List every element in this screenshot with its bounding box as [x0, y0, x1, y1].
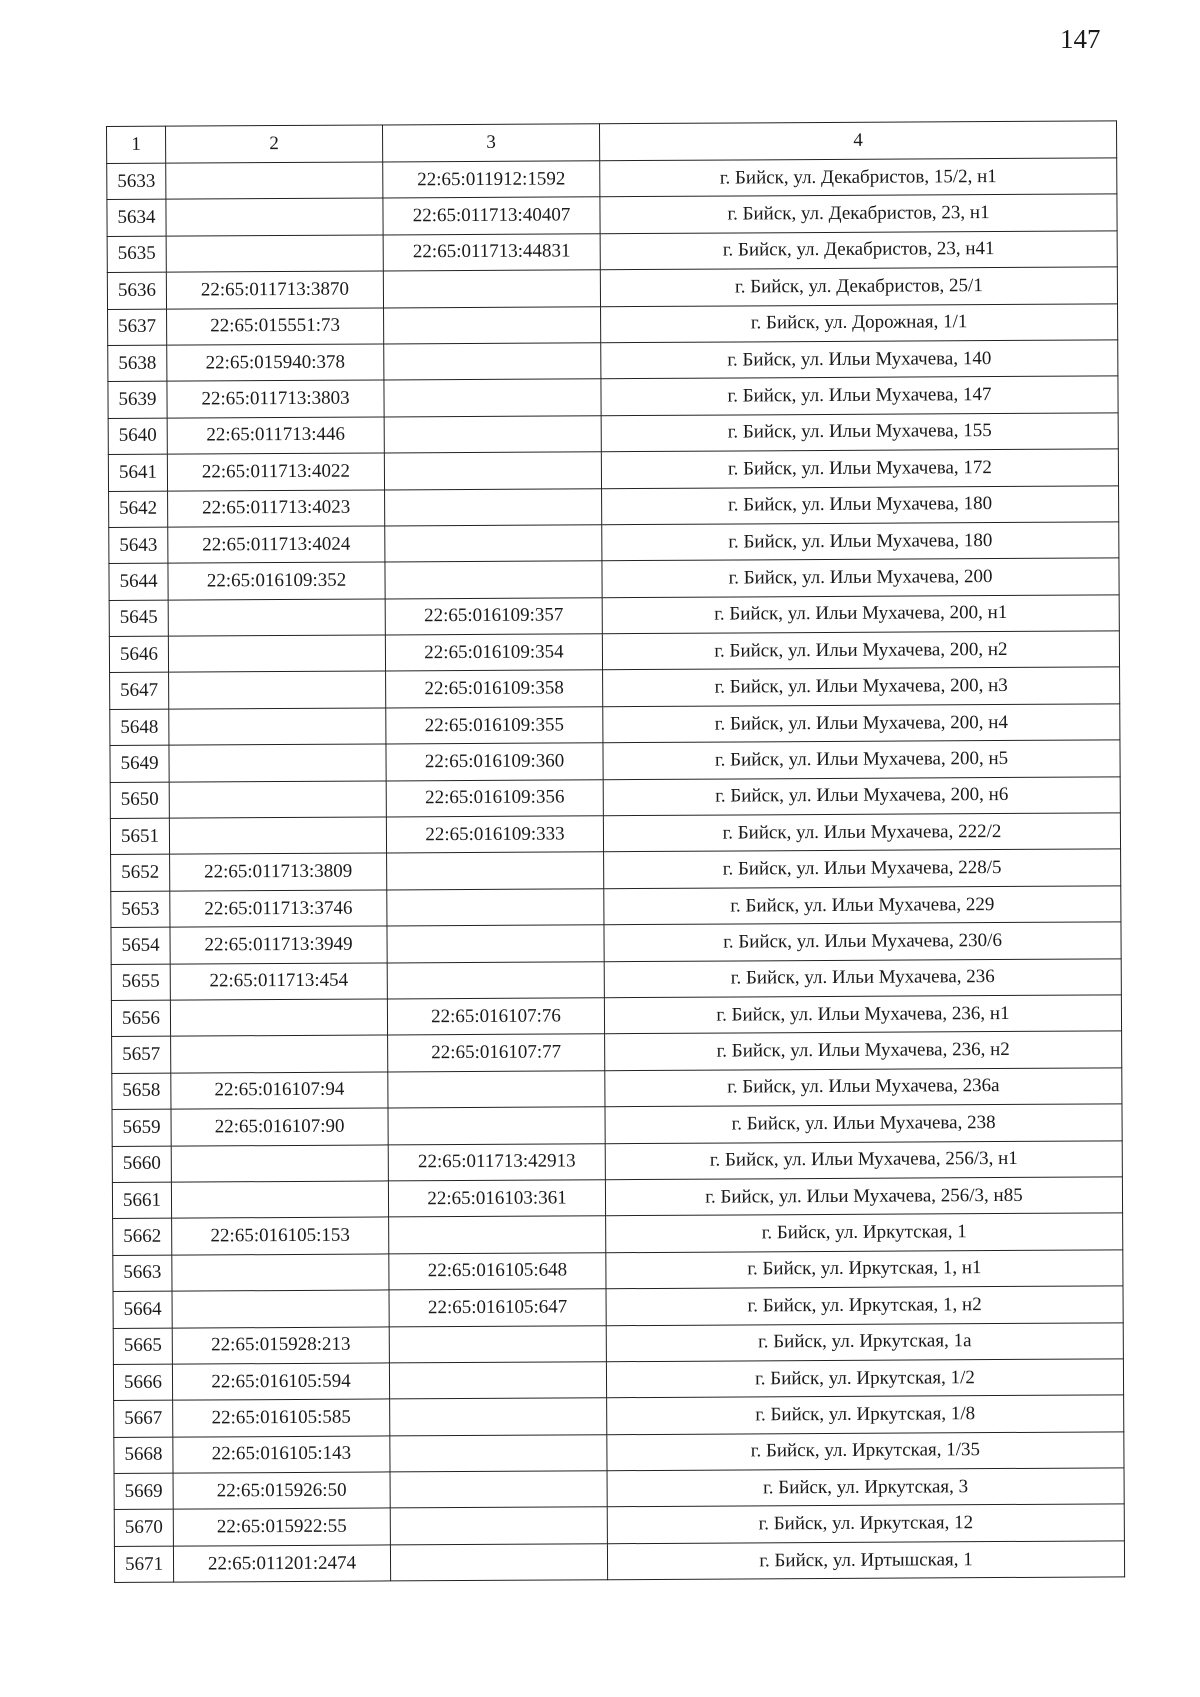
row-number-cell: 5641	[108, 454, 167, 491]
table-row	[110, 813, 1120, 855]
address-cell: г. Бийск, ул. Иркутская, 1	[606, 1213, 1123, 1252]
row-number-cell: 5644	[109, 563, 168, 600]
row-number-cell: 5670	[114, 1510, 173, 1547]
row-number-cell: 5662	[113, 1218, 172, 1255]
table-row	[113, 1213, 1123, 1255]
cadastral-number-cell	[168, 635, 385, 673]
building-cadastral-number-cell	[388, 1107, 605, 1145]
address-cell: г. Бийск, ул. Ильи Мухачева, 147	[601, 376, 1118, 415]
address-cell: г. Бийск, ул. Декабристов, 15/2, н1	[600, 158, 1117, 197]
building-cadastral-number-cell: 22:65:016107:76	[387, 998, 604, 1036]
building-cadastral-number-cell	[387, 852, 604, 890]
address-cell: г. Бийск, ул. Ильи Мухачева, 229	[604, 886, 1121, 925]
cadastral-number-cell	[172, 1254, 389, 1292]
address-cell: г. Бийск, ул. Ильи Мухачева, 155	[601, 413, 1118, 452]
cadastral-number-cell: 22:65:016105:153	[172, 1217, 389, 1255]
building-cadastral-number-cell: 22:65:016105:648	[389, 1252, 606, 1290]
cadastral-number-cell: 22:65:011713:4022	[167, 453, 384, 491]
cadastral-number-cell: 22:65:016105:594	[172, 1363, 389, 1401]
table-row	[112, 1068, 1122, 1110]
row-number-cell: 5635	[107, 236, 166, 273]
cadastral-number-cell	[169, 671, 386, 709]
table-row	[109, 595, 1119, 637]
table-body	[107, 158, 1125, 1583]
building-cadastral-number-cell	[387, 925, 604, 963]
table-row	[114, 1468, 1124, 1510]
table-row	[108, 449, 1118, 491]
cadastral-number-cell: 22:65:016107:90	[171, 1108, 388, 1146]
table-row	[112, 1140, 1122, 1182]
building-cadastral-number-cell	[387, 961, 604, 999]
table-row	[108, 303, 1118, 345]
cadastral-number-cell: 22:65:016105:585	[173, 1399, 390, 1437]
table-row	[114, 1395, 1124, 1437]
address-cell: г. Бийск, ул. Ильи Мухачева, 200, н3	[603, 667, 1120, 706]
row-number-cell: 5667	[114, 1400, 173, 1437]
row-number-cell: 5664	[113, 1291, 172, 1328]
cadastral-number-cell	[166, 198, 383, 236]
registry-table	[106, 120, 1125, 1583]
table-row	[111, 849, 1121, 891]
table-row	[107, 267, 1117, 309]
row-number-cell: 5659	[112, 1109, 171, 1146]
header-col-1: 1	[107, 126, 166, 163]
address-cell: г. Бийск, ул. Ильи Мухачева, 236	[604, 958, 1121, 997]
table-row	[109, 522, 1119, 564]
table-row	[108, 340, 1118, 382]
header-col-3: 3	[382, 124, 599, 162]
table-row	[110, 704, 1120, 746]
building-cadastral-number-cell: 22:65:016109:358	[386, 670, 603, 708]
building-cadastral-number-cell: 22:65:011713:44831	[383, 234, 600, 272]
address-cell: г. Бийск, ул. Иркутская, 3	[607, 1468, 1124, 1507]
address-cell: г. Бийск, ул. Ильи Мухачева, 180	[602, 485, 1119, 524]
address-cell: г. Бийск, ул. Иркутская, 1/8	[607, 1395, 1124, 1434]
cadastral-number-cell: 22:65:011713:454	[170, 963, 387, 1001]
row-number-cell: 5665	[113, 1328, 172, 1365]
row-number-cell: 5638	[108, 345, 167, 382]
row-number-cell: 5671	[114, 1546, 173, 1583]
building-cadastral-number-cell	[384, 452, 601, 490]
cadastral-number-cell	[169, 744, 386, 782]
address-cell: г. Бийск, ул. Ильи Мухачева, 200, н5	[603, 740, 1120, 779]
row-number-cell: 5646	[109, 636, 168, 673]
building-cadastral-number-cell: 22:65:016105:647	[389, 1289, 606, 1327]
building-cadastral-number-cell	[390, 1471, 607, 1509]
cadastral-number-cell: 22:65:011201:2474	[173, 1545, 390, 1583]
cadastral-number-cell: 22:65:015928:213	[172, 1326, 389, 1364]
address-cell: г. Бийск, ул. Иркутская, 1, н1	[606, 1250, 1123, 1289]
building-cadastral-number-cell	[389, 1362, 606, 1400]
row-number-cell: 5654	[111, 927, 170, 964]
building-cadastral-number-cell	[384, 306, 601, 344]
row-number-cell: 5656	[111, 1000, 170, 1037]
cadastral-number-cell	[171, 1144, 388, 1182]
table-row	[113, 1286, 1123, 1328]
row-number-cell: 5647	[110, 673, 169, 710]
cadastral-number-cell: 22:65:015922:55	[173, 1508, 390, 1546]
address-cell: г. Бийск, ул. Ильи Мухачева, 236а	[605, 1068, 1122, 1107]
table-row	[111, 922, 1121, 964]
row-number-cell: 5661	[112, 1182, 171, 1219]
building-cadastral-number-cell	[384, 343, 601, 381]
row-number-cell: 5650	[110, 782, 169, 819]
building-cadastral-number-cell	[387, 889, 604, 927]
building-cadastral-number-cell	[390, 1507, 607, 1545]
building-cadastral-number-cell: 22:65:016109:354	[385, 634, 602, 672]
address-cell: г. Бийск, ул. Ильи Мухачева, 140	[601, 340, 1118, 379]
address-cell: г. Бийск, ул. Ильи Мухачева, 172	[601, 449, 1118, 488]
address-cell: г. Бийск, ул. Ильи Мухачева, 222/2	[603, 813, 1120, 852]
building-cadastral-number-cell	[389, 1216, 606, 1254]
table-row	[114, 1432, 1124, 1474]
cadastral-number-cell: 22:65:015551:73	[167, 308, 384, 346]
address-cell: г. Бийск, ул. Ильи Мухачева, 230/6	[604, 922, 1121, 961]
row-number-cell: 5658	[112, 1073, 171, 1110]
address-cell: г. Бийск, ул. Ильи Мухачева, 180	[602, 522, 1119, 561]
building-cadastral-number-cell	[385, 561, 602, 599]
row-number-cell: 5669	[114, 1473, 173, 1510]
cadastral-number-cell	[171, 1181, 388, 1219]
cadastral-number-cell: 22:65:011713:4024	[168, 526, 385, 564]
address-cell: г. Бийск, ул. Ильи Мухачева, 228/5	[604, 849, 1121, 888]
table-row	[107, 231, 1117, 273]
address-cell: г. Бийск, ул. Ильи Мухачева, 238	[605, 1104, 1122, 1143]
address-cell: г. Бийск, ул. Ильи Мухачева, 200, н6	[603, 776, 1120, 815]
building-cadastral-number-cell	[390, 1544, 607, 1582]
building-cadastral-number-cell	[383, 270, 600, 308]
table-row	[108, 376, 1118, 418]
row-number-cell: 5645	[109, 600, 168, 637]
address-cell: г. Бийск, ул. Ильи Мухачева, 200	[602, 558, 1119, 597]
address-cell: г. Бийск, ул. Иркутская, 12	[607, 1504, 1124, 1543]
address-cell: г. Бийск, ул. Ильи Мухачева, 200, н1	[602, 595, 1119, 634]
address-cell: г. Бийск, ул. Декабристов, 25/1	[600, 267, 1117, 306]
cadastral-number-cell: 22:65:011713:3746	[170, 890, 387, 928]
address-cell: г. Бийск, ул. Ильи Мухачева, 236, н1	[604, 995, 1121, 1034]
table-row	[111, 886, 1121, 928]
building-cadastral-number-cell	[388, 1070, 605, 1108]
table-row	[114, 1541, 1124, 1583]
table-row	[113, 1322, 1123, 1364]
header-col-2: 2	[166, 125, 383, 163]
building-cadastral-number-cell: 22:65:011912:1592	[383, 161, 600, 199]
cadastral-number-cell: 22:65:016105:143	[173, 1436, 390, 1474]
building-cadastral-number-cell: 22:65:016107:77	[388, 1034, 605, 1072]
table-row	[109, 485, 1119, 527]
table-row	[111, 958, 1121, 1000]
row-number-cell: 5657	[112, 1037, 171, 1074]
building-cadastral-number-cell: 22:65:016109:333	[386, 816, 603, 854]
address-cell: г. Бийск, ул. Иркутская, 1, н2	[606, 1286, 1123, 1325]
cadastral-number-cell: 22:65:015940:378	[167, 344, 384, 382]
address-cell: г. Бийск, ул. Ильи Мухачева, 256/3, н85	[605, 1177, 1122, 1216]
row-number-cell: 5655	[111, 964, 170, 1001]
building-cadastral-number-cell: 22:65:016109:356	[386, 779, 603, 817]
row-number-cell: 5668	[114, 1437, 173, 1474]
table-row	[110, 776, 1120, 818]
cadastral-number-cell: 22:65:011713:446	[167, 417, 384, 455]
table-row	[109, 558, 1119, 600]
building-cadastral-number-cell	[384, 415, 601, 453]
table-row	[112, 1177, 1122, 1219]
cadastral-number-cell: 22:65:016107:94	[171, 1072, 388, 1110]
address-cell: г. Бийск, ул. Ильи Мухачева, 200, н4	[603, 704, 1120, 743]
table-row	[107, 158, 1117, 200]
building-cadastral-number-cell	[390, 1434, 607, 1472]
row-number-cell: 5642	[109, 491, 168, 528]
row-number-cell: 5643	[109, 527, 168, 564]
building-cadastral-number-cell: 22:65:011713:42913	[388, 1143, 605, 1181]
address-cell: г. Бийск, ул. Ильи Мухачева, 200, н2	[602, 631, 1119, 670]
cadastral-number-cell	[169, 817, 386, 855]
cadastral-number-cell: 22:65:011713:3870	[166, 271, 383, 309]
cadastral-number-cell: 22:65:011713:3803	[167, 380, 384, 418]
cadastral-number-cell: 22:65:011713:3949	[170, 926, 387, 964]
building-cadastral-number-cell: 22:65:016109:357	[385, 597, 602, 635]
cadastral-number-cell	[166, 162, 383, 200]
building-cadastral-number-cell: 22:65:016103:361	[388, 1180, 605, 1218]
table-row	[113, 1250, 1123, 1292]
table-row	[109, 631, 1119, 673]
building-cadastral-number-cell: 22:65:016109:360	[386, 743, 603, 781]
row-number-cell: 5652	[111, 855, 170, 892]
address-cell: г. Бийск, ул. Иркутская, 1/2	[606, 1359, 1123, 1398]
row-number-cell: 5633	[107, 163, 166, 200]
building-cadastral-number-cell	[390, 1398, 607, 1436]
table-row	[114, 1504, 1124, 1546]
page-number: 147	[1060, 24, 1101, 54]
address-cell: г. Бийск, ул. Иртышская, 1	[607, 1541, 1124, 1580]
table-row	[110, 667, 1120, 709]
building-cadastral-number-cell: 22:65:016109:355	[386, 707, 603, 745]
cadastral-number-cell	[166, 235, 383, 273]
row-number-cell: 5649	[110, 745, 169, 782]
cadastral-number-cell	[171, 1035, 388, 1073]
row-number-cell: 5639	[108, 382, 167, 419]
row-number-cell: 5636	[107, 272, 166, 309]
header-col-4: 4	[599, 121, 1116, 161]
address-cell: г. Бийск, ул. Декабристов, 23, н41	[600, 231, 1117, 270]
cadastral-number-cell	[169, 708, 386, 746]
table-row	[107, 194, 1117, 236]
cadastral-number-cell: 22:65:016109:352	[168, 562, 385, 600]
table-row	[113, 1359, 1123, 1401]
address-cell: г. Бийск, ул. Дорожная, 1/1	[601, 303, 1118, 342]
row-number-cell: 5651	[110, 818, 169, 855]
row-number-cell: 5666	[113, 1364, 172, 1401]
cadastral-number-cell: 22:65:011713:3809	[170, 853, 387, 891]
table-row	[112, 1031, 1122, 1073]
row-number-cell: 5653	[111, 891, 170, 928]
building-cadastral-number-cell: 22:65:011713:40407	[383, 197, 600, 235]
header-row	[107, 121, 1117, 164]
address-cell: г. Бийск, ул. Ильи Мухачева, 236, н2	[605, 1031, 1122, 1070]
table-row	[110, 740, 1120, 782]
cadastral-number-cell	[169, 781, 386, 819]
table-row	[112, 1104, 1122, 1146]
address-cell: г. Бийск, ул. Декабристов, 23, н1	[600, 194, 1117, 233]
building-cadastral-number-cell	[389, 1325, 606, 1363]
cadastral-number-cell	[172, 1290, 389, 1328]
row-number-cell: 5634	[107, 200, 166, 237]
row-number-cell: 5640	[108, 418, 167, 455]
table-header	[107, 121, 1117, 164]
cadastral-number-cell	[170, 999, 387, 1037]
cadastral-number-cell: 22:65:011713:4023	[168, 489, 385, 527]
address-cell: г. Бийск, ул. Ильи Мухачева, 256/3, н1	[605, 1140, 1122, 1179]
building-cadastral-number-cell	[385, 488, 602, 526]
cadastral-number-cell	[168, 599, 385, 637]
row-number-cell: 5637	[108, 309, 167, 346]
row-number-cell: 5660	[112, 1146, 171, 1183]
address-cell: г. Бийск, ул. Иркутская, 1а	[606, 1322, 1123, 1361]
row-number-cell: 5663	[113, 1255, 172, 1292]
cadastral-number-cell: 22:65:015926:50	[173, 1472, 390, 1510]
address-cell: г. Бийск, ул. Иркутская, 1/35	[607, 1432, 1124, 1471]
table-row	[111, 995, 1121, 1037]
table-row	[108, 413, 1118, 455]
building-cadastral-number-cell	[385, 525, 602, 563]
building-cadastral-number-cell	[384, 379, 601, 417]
row-number-cell: 5648	[110, 709, 169, 746]
